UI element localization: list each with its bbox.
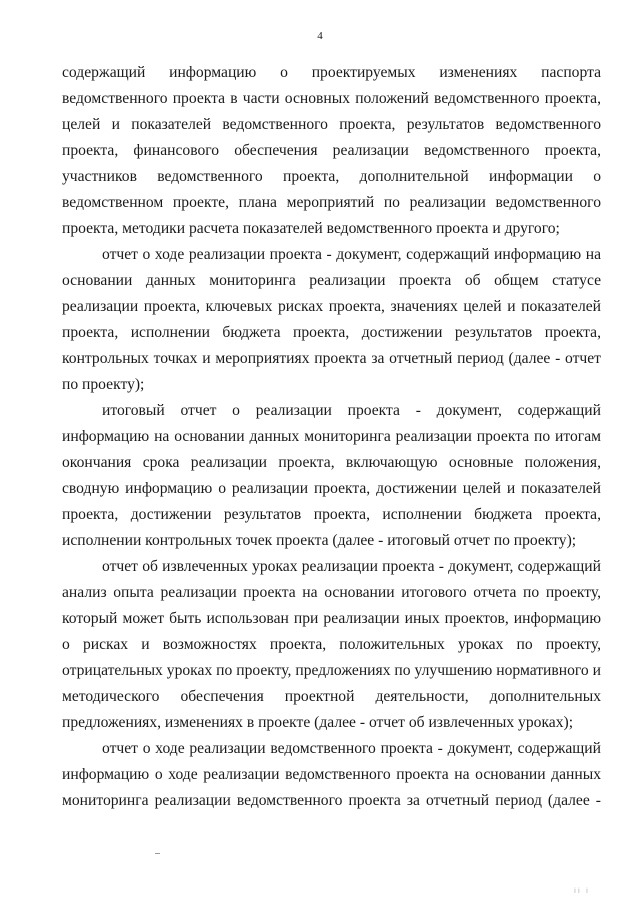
page-number: 4 <box>317 30 323 42</box>
paragraph-final-report: итоговый отчет о реализации проекта - документ, содержащий информацию на основании данных мониторинга реализации проекта по итогам окончания срока реализации проекта, включающую основные положения, сводную информацию о реализации проекта, достижении целей и показателей проекта, достижении результатов проекта, исполнении бюджета проекта, исполнении контрольных точек проекта (далее - итоговый отчет по проекту); <box>62 402 601 549</box>
corner-scan-mark: ii i <box>573 887 590 895</box>
paragraph-progress-report: отчет о ходе реализации проекта - документ, содержащий информацию на основании данных мониторинга реализации проекта об общем статусе реализации проекта, ключевых рисках проекта, значениях целей и показателей проекта, исполнении бюджета проекта, достижении результатов проекта, контрольных точках и мероприятиях проекта за отчетный период (далее - отчет по проекту); <box>62 246 601 393</box>
paragraph-departmental-report: отчет о ходе реализации ведомственного проекта - документ, содержащий информацию о ходе реализации ведомственного проекта на основании данных мониторинга реализации ведомственного проекта за отчетный период (далее - <box>62 740 601 809</box>
paragraph-lessons-learned: отчет об извлеченных уроках реализации проекта - документ, содержащий анализ опыта реализации проекта на основании итогового отчета по проекту, который может быть использован при реализации иных проектов, информацию о рисках и возможностях проекта, положительных уроках по проекту, отрицательных уроках по проекту, предложениях по улучшению нормативного и методического обеспечения проектной деятельности, дополнительных предложениях, изменениях в проекте (далее - отчет об извлеченных уроках); <box>62 558 601 731</box>
document-body <box>62 60 601 814</box>
scan-artifact <box>155 853 160 854</box>
paragraph-continuation: содержащий информацию о проектируемых изменениях паспорта ведомственного проекта в части основных положений ведомственного проекта, целей и показателей ведомственного проекта, результатов ведомственного проекта, финансового обеспечения реализации ведомственного проекта, участников ведомственного проекта, дополнительной информации о ведомственном проекте, плана мероприятий по реализации ведомственного проекта, методики расчета показателей ведомственного проекта и другого; <box>62 64 601 237</box>
